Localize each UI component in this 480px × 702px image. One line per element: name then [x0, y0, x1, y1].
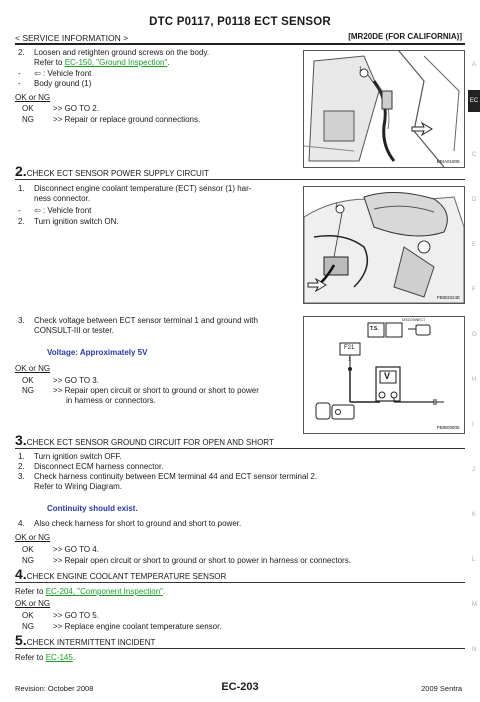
component-inspection-link[interactable]: EC-204, "Component Inspection"	[45, 587, 163, 596]
instruction-text: Disconnect ECM harness connector.	[34, 462, 164, 471]
side-letter[interactable]: L	[472, 557, 476, 563]
step-2-heading: 2.CHECK ECT SENSOR POWER SUPPLY CIRCUIT	[15, 163, 209, 179]
instruction-text: CONSULT-III or tester.	[34, 326, 114, 335]
voltmeter-label: V	[384, 371, 391, 381]
instruction-text: Check voltage between ECT sensor terminal 1 and ground with	[34, 316, 258, 325]
body-ground-figure	[303, 50, 465, 168]
instruction-text: Refer to Wiring Diagram.	[34, 482, 123, 491]
ec-145-link[interactable]: EC-145	[45, 653, 73, 662]
step-4-heading: 4.CHECK ENGINE COOLANT TEMPERATURE SENSOR	[15, 566, 227, 582]
vehicle-front-note: ⇦ : Vehicle front	[34, 206, 92, 215]
disconnect-label: DISCONNECT	[402, 318, 426, 322]
body-ground-illustration	[304, 51, 464, 167]
ng-action: >> Repair open circuit or short to ground or short to power	[53, 386, 259, 395]
section-label: < SERVICE INFORMATION >	[15, 33, 129, 43]
side-letter[interactable]: I	[472, 422, 474, 428]
reference-line: Refer to EC-150, "Ground Inspection".	[34, 58, 170, 67]
instruction-text: Disconnect engine coolant temperature (ECT) sensor (1) har-	[34, 184, 252, 193]
figure-id: PBIB3324E	[436, 295, 460, 300]
side-letter[interactable]: M	[472, 602, 477, 608]
instruction-text: ness connector.	[34, 194, 91, 203]
ok-action: >> GO TO 2.	[53, 104, 99, 113]
instruction-text: Turn ignition switch ON.	[34, 217, 119, 226]
side-letter[interactable]: K	[472, 512, 477, 518]
ng-action: >> Replace engine coolant temperature sensor.	[53, 622, 222, 631]
step-5-heading: 5.CHECK INTERMITTENT INCIDENT	[15, 632, 156, 648]
ok-or-ng-label: OK or NG	[15, 599, 51, 608]
step-3-heading: 3.CHECK ECT SENSOR GROUND CIRCUIT FOR OPEN AND SHORT	[15, 432, 274, 448]
ok-or-ng-label: OK or NG	[15, 364, 51, 373]
reference-line: Refer to EC-204, "Component Inspection".	[15, 587, 166, 596]
body-ground-note: Body ground (1)	[34, 79, 92, 88]
ok-action: >> GO TO 3.	[53, 376, 99, 385]
model-label: [MR20DE (FOR CALIFORNIA)]	[348, 32, 462, 41]
spec-voltage: Voltage: Approximately 5V	[47, 348, 148, 357]
instruction-text: Also check harness for short to ground and short to power.	[34, 519, 242, 528]
ok-or-ng-label: OK or NG	[15, 93, 51, 102]
side-letter[interactable]: E	[472, 242, 477, 248]
connector-label: F21	[344, 345, 355, 351]
ok-or-ng-label: OK or NG	[15, 533, 51, 542]
header-rule	[15, 43, 465, 45]
side-letter[interactable]: A	[472, 62, 477, 68]
voltage-check-figure	[303, 316, 465, 434]
side-letter[interactable]: F	[472, 287, 476, 293]
spec-continuity: Continuity should exist.	[47, 504, 138, 513]
revision-label: Revision: October 2008	[15, 684, 94, 693]
figure-id: PBIB0080E	[436, 425, 460, 430]
vehicle-front-note: ⇦ : Vehicle front	[34, 69, 92, 78]
page-title: DTC P0117, P0118 ECT SENSOR	[149, 16, 331, 28]
ng-action: in harness or connectors.	[66, 396, 156, 405]
instruction-text: Turn ignition switch OFF.	[34, 452, 122, 461]
figure-callout: 1	[335, 203, 339, 209]
instruction-text: Loosen and retighten ground screws on the body.	[34, 48, 210, 57]
side-letter[interactable]: D	[472, 197, 477, 203]
ts-label: T.S.	[370, 326, 379, 332]
ng-action: >> Repair open circuit or short to ground or short to power in harness or connectors.	[53, 556, 351, 565]
side-letter[interactable]: H	[472, 377, 477, 383]
instruction-text: Check harness continuity between ECM terminal 44 and ECT sensor terminal 2.	[34, 472, 318, 481]
vehicle-model-label: 2009 Sentra	[421, 684, 462, 693]
ok-action: >> GO TO 5.	[53, 611, 99, 620]
ground-inspection-link[interactable]: EC-150, "Ground Inspection"	[64, 58, 168, 67]
step-number: 2.	[18, 48, 25, 57]
figure-id: BBIA0180E	[436, 159, 460, 164]
ok-action: >> GO TO 4.	[53, 545, 99, 554]
figure-callout: 1	[359, 67, 363, 73]
ect-sensor-figure	[303, 186, 465, 304]
reference-line: Refer to EC-145.	[15, 653, 76, 662]
page-number: EC-203	[221, 681, 259, 693]
side-letter[interactable]: N	[472, 647, 477, 653]
side-letter[interactable]: J	[472, 467, 475, 473]
side-letter[interactable]: G	[472, 332, 477, 338]
section-tab[interactable]: EC	[468, 90, 480, 112]
ng-action: >> Repair or replace ground connections.	[53, 115, 201, 124]
side-letter[interactable]: C	[472, 152, 477, 158]
terminal-label: 1	[348, 357, 351, 363]
ect-sensor-illustration	[304, 187, 464, 303]
